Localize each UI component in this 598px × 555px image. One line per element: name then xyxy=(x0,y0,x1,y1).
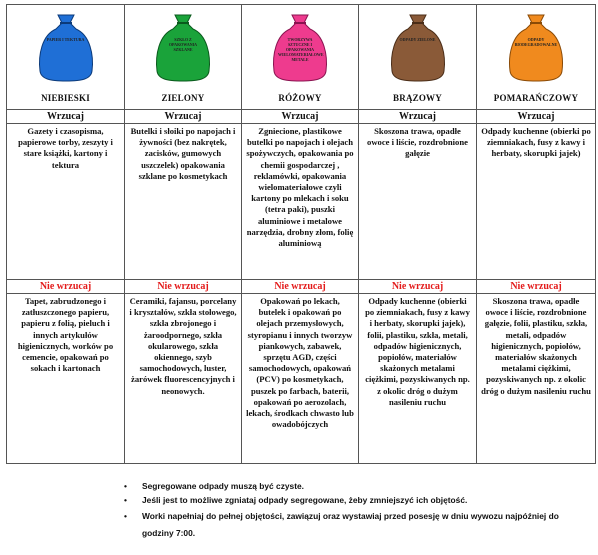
no-header: Nie wrzucaj xyxy=(359,280,477,294)
green-bag-icon xyxy=(153,11,213,83)
no-items: Opakowań po lekach, butelek i opakowań po olejach przemysłowych, styropianu i innych tworzyw piankowych, zabawek, sprzętu AGD, części samochodowych, opakowań (PCV) po kosmetykach, puszek po farbach, baterii, opakowań po aerozolach, lekach, środkach chwasto lub owadobójczych xyxy=(242,294,359,464)
bin-name: POMARAŃCZOWY xyxy=(493,93,579,103)
bag-cell-orange xyxy=(477,5,596,110)
no-header: Nie wrzucaj xyxy=(242,280,359,294)
bag-cell-blue xyxy=(7,5,125,110)
bag-label: TWORZYWA SZTUCZNE I OPAKOWANIA WIELOMATERIAŁOWE METALE xyxy=(278,37,324,62)
no-header-row xyxy=(7,280,596,294)
blue-bag-icon xyxy=(36,11,96,83)
ok-header: Wrzucaj xyxy=(242,110,359,124)
no-items: Skoszona trawa, opadłe owoce i liście, rozdrobnione gałęzie, folii, plastiku, szkła, metali, odpadów higienicznych, popiołów, materiałów skażonych metalami ciężkimi, pozyskiwanych np. z okolic dróg o dużym nasileniu ruchu xyxy=(477,294,596,464)
note-text: Jeśli jest to możliwe zgniataj odpady segregowane, żeby zmniejszyć ich objętość. xyxy=(142,495,468,505)
no-items: Tapet, zabrudzonego i zatłuszczonego papieru, papieru z folią, pieluch i innych artykułów higienicznych, worków po cemencie, opakowań po sokach i kartonach xyxy=(7,294,125,464)
note-item xyxy=(120,494,562,506)
bin-name: BRĄZOWY xyxy=(393,93,442,103)
bullet-icon: • xyxy=(124,511,127,521)
bag-cell-pink xyxy=(242,5,359,110)
no-header: Nie wrzucaj xyxy=(477,280,596,294)
note-text: Worki napełniaj do pełnej objętości, zawiązuj oraz wystawiaj przed posesję w dniu wywozu najpóźniej do godziny 7:00. xyxy=(142,511,559,538)
waste-sorting-table xyxy=(6,4,596,464)
ok-header: Wrzucaj xyxy=(7,110,125,124)
ok-header: Wrzucaj xyxy=(477,110,596,124)
notes-list xyxy=(120,480,562,544)
no-items: Ceramiki, fajansu, porcelany i kryształów, szkła stołowego, szkła zbrojonego i żaroodpornego, szkła okularowego, szkła okiennego, szyb samochodowych, luster, żarówek fluorescencyjnych i neonowych. xyxy=(125,294,242,464)
bin-name: RÓŻOWY xyxy=(278,93,322,103)
bag-cell-green xyxy=(125,5,242,110)
pink-bag-icon xyxy=(270,11,330,83)
bag-label: ODPADY ZIELONE xyxy=(399,37,436,42)
no-items: Odpady kuchenne (obierki po ziemniakach, fusy z kawy i herbaty, skorupki jajek), folii, plastiku, szkła, metali, odpadów higienicznych, popiołów, materiałów skażonych metalami ciężkimi, pozyskiwanych np. z okolic dróg o dużym nasileniu ruchu xyxy=(359,294,477,464)
no-header: Nie wrzucaj xyxy=(125,280,242,294)
bullet-icon: • xyxy=(124,481,127,491)
bag-cell-brown xyxy=(359,5,477,110)
ok-header-row xyxy=(7,110,596,124)
ok-items: Gazety i czasopisma, papierowe torby, zeszyty i stare książki, kartony i tektura xyxy=(7,124,125,280)
ok-items: Butelki i słoiki po napojach i żywności (bez nakrętek, zacisków, gumowych uszczelek) opakowania szklane po kosmetykach xyxy=(125,124,242,280)
bin-name: ZIELONY xyxy=(161,93,205,103)
ok-items: Skoszona trawa, opadłe owoce i liście, rozdrobnione gałęzie xyxy=(359,124,477,280)
ok-items-row xyxy=(7,124,596,280)
brown-bag-icon xyxy=(388,11,448,83)
bag-row xyxy=(7,5,596,110)
note-item xyxy=(120,508,562,542)
ok-items: Odpady kuchenne (obierki po ziemniakach, fusy z kawy i herbaty, skorupki jajek) xyxy=(477,124,596,280)
bag-label: ODPADY BIODEGRADOWALNE xyxy=(514,37,558,47)
bullet-icon: • xyxy=(124,495,127,505)
ok-header: Wrzucaj xyxy=(359,110,477,124)
bag-label: SZKŁO Z OPAKOWANIA SZKLANE xyxy=(168,37,198,52)
ok-header: Wrzucaj xyxy=(125,110,242,124)
note-text: Segregowane odpady muszą być czyste. xyxy=(142,481,304,491)
bin-name: NIEBIESKI xyxy=(41,93,90,103)
no-header: Nie wrzucaj xyxy=(7,280,125,294)
bag-label: PAPIER I TEKTURA xyxy=(46,37,85,42)
note-item xyxy=(120,480,562,492)
ok-items: Zgniecione, plastikowe butelki po napojach i olejach spożywczych, opakowania po chemii gospodarczej , reklamówki, opakowania wielomateriałowe czyli kartony po mlekach i soku (tetra paki), puszki aluminiowe i metalowe narzędzia, drobny złom, folię aluminiową xyxy=(242,124,359,280)
no-items-row xyxy=(7,294,596,464)
orange-bag-icon xyxy=(506,11,566,83)
